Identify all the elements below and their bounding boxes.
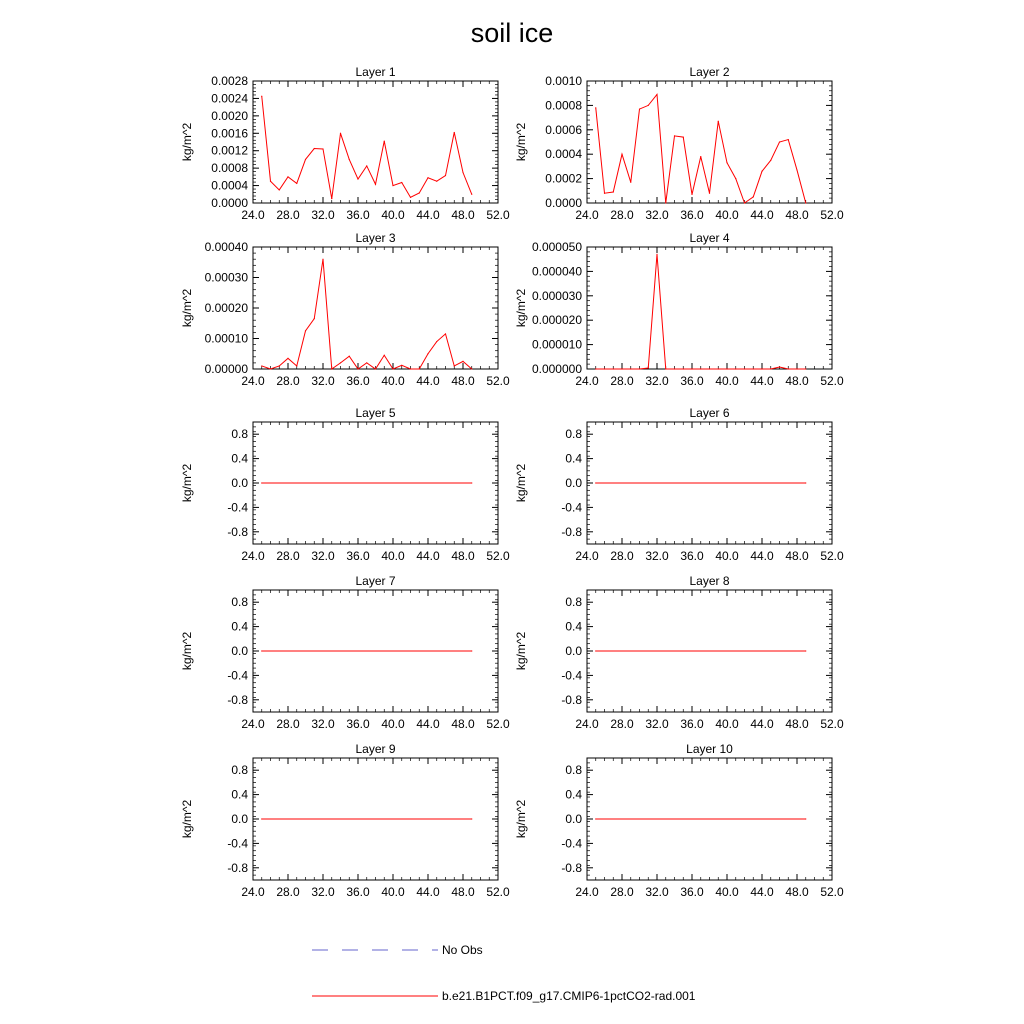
- x-tick-label: 32.0: [645, 374, 669, 388]
- series-line: [596, 94, 806, 203]
- data-point: [261, 96, 262, 97]
- y-tick-label: -0.8: [227, 860, 248, 875]
- figure-title: soil ice: [470, 18, 554, 48]
- y-tick-label: 0.0012: [211, 143, 248, 158]
- x-tick-label: 36.0: [346, 549, 370, 563]
- y-tick-label: 0.00020: [204, 301, 248, 315]
- y-tick-label: 0.0006: [545, 122, 582, 137]
- panel-layer-8: [514, 574, 844, 731]
- data-point: [691, 368, 692, 369]
- x-tick-label: 28.0: [276, 374, 300, 388]
- data-point: [471, 368, 472, 369]
- y-tick-label: -0.8: [561, 524, 582, 539]
- x-tick-label: 44.0: [750, 885, 774, 899]
- data-point: [709, 368, 710, 369]
- y-tick-label: -0.8: [561, 692, 582, 707]
- data-point: [761, 368, 762, 369]
- panel-title: Layer 1: [355, 65, 396, 79]
- x-tick-label: 32.0: [311, 717, 335, 731]
- data-point: [410, 197, 411, 198]
- x-tick-label: 52.0: [486, 717, 510, 731]
- data-point: [384, 355, 385, 356]
- x-tick-label: 48.0: [451, 549, 475, 563]
- plot-frame: [587, 81, 832, 203]
- data-point: [340, 133, 341, 134]
- data-point: [770, 160, 771, 161]
- panel-layer-10: [514, 742, 844, 899]
- y-tick-label: 0.0004: [211, 178, 248, 193]
- y-tick-label: 0.0010: [545, 74, 582, 88]
- x-tick-label: 40.0: [715, 208, 739, 222]
- x-tick-label: 40.0: [381, 549, 405, 563]
- panel-title: Layer 8: [689, 574, 730, 588]
- data-point: [366, 165, 367, 166]
- data-point: [630, 182, 631, 183]
- y-tick-label: 0.0: [565, 812, 582, 826]
- x-tick-label: 32.0: [645, 208, 669, 222]
- x-tick-label: 44.0: [416, 208, 440, 222]
- panel-layer-4: [514, 231, 844, 388]
- panel-title: Layer 7: [355, 574, 396, 588]
- data-point: [462, 172, 463, 173]
- y-axis-label: kg/m^2: [514, 799, 528, 839]
- data-point: [648, 367, 649, 368]
- data-point: [770, 368, 771, 369]
- y-tick-label: 0.0002: [545, 171, 582, 186]
- y-tick-label: 0.00030: [204, 270, 248, 285]
- data-point: [779, 141, 780, 142]
- x-tick-label: 48.0: [451, 208, 475, 222]
- y-tick-label: 0.000000: [531, 362, 582, 376]
- data-point: [656, 94, 657, 95]
- x-tick-label: 32.0: [645, 549, 669, 563]
- data-point: [261, 818, 262, 819]
- data-point: [454, 365, 455, 366]
- data-point: [674, 135, 675, 136]
- data-point: [753, 368, 754, 369]
- x-tick-label: 52.0: [820, 374, 844, 388]
- y-tick-label: -0.8: [561, 860, 582, 875]
- y-axis-label: kg/m^2: [180, 288, 194, 328]
- x-tick-label: 32.0: [311, 374, 335, 388]
- y-tick-label: -0.8: [227, 692, 248, 707]
- x-tick-label: 24.0: [575, 885, 599, 899]
- data-point: [788, 139, 789, 140]
- x-tick-label: 52.0: [820, 549, 844, 563]
- data-point: [805, 202, 806, 203]
- y-tick-label: 0.00010: [204, 331, 248, 346]
- x-tick-label: 24.0: [575, 374, 599, 388]
- y-tick-label: 0.0: [231, 644, 248, 658]
- y-tick-label: 0.00040: [204, 240, 248, 254]
- data-point: [427, 177, 428, 178]
- data-point: [261, 650, 262, 651]
- panel-layer-7: [180, 574, 510, 731]
- data-point: [270, 181, 271, 182]
- y-tick-label: 0.8: [231, 763, 248, 778]
- data-point: [639, 368, 640, 369]
- data-point: [419, 192, 420, 193]
- x-tick-label: 32.0: [311, 549, 335, 563]
- y-axis-label: kg/m^2: [180, 799, 194, 839]
- y-tick-label: 0.0: [565, 644, 582, 658]
- data-point: [639, 108, 640, 109]
- data-point: [375, 368, 376, 369]
- x-tick-label: 48.0: [451, 717, 475, 731]
- data-point: [375, 184, 376, 185]
- data-point: [471, 818, 472, 819]
- x-tick-label: 28.0: [610, 717, 634, 731]
- x-tick-label: 36.0: [680, 717, 704, 731]
- panels: [180, 65, 844, 899]
- data-point: [595, 482, 596, 483]
- y-tick-label: 0.4: [231, 451, 248, 466]
- x-tick-label: 52.0: [486, 208, 510, 222]
- panel-title: Layer 5: [355, 406, 396, 420]
- series-line: [262, 96, 472, 198]
- y-axis-label: kg/m^2: [180, 631, 194, 671]
- data-point: [700, 156, 701, 157]
- panel-layer-9: [180, 742, 510, 899]
- y-tick-label: 0.000010: [531, 337, 582, 352]
- data-point: [445, 175, 446, 176]
- data-point: [261, 365, 262, 366]
- data-point: [384, 141, 385, 142]
- data-point: [718, 121, 719, 122]
- x-tick-label: 36.0: [680, 208, 704, 222]
- x-tick-label: 28.0: [610, 885, 634, 899]
- x-tick-label: 24.0: [575, 549, 599, 563]
- data-point: [709, 193, 710, 194]
- data-point: [674, 368, 675, 369]
- data-point: [454, 132, 455, 133]
- data-point: [683, 368, 684, 369]
- x-tick-label: 28.0: [276, 717, 300, 731]
- y-tick-label: 0.0008: [211, 161, 248, 176]
- y-tick-label: 0.0: [231, 476, 248, 490]
- data-point: [595, 650, 596, 651]
- panel-title: Layer 9: [355, 742, 396, 756]
- data-point: [656, 254, 657, 255]
- x-tick-label: 40.0: [381, 717, 405, 731]
- x-tick-label: 28.0: [610, 549, 634, 563]
- data-point: [604, 368, 605, 369]
- y-tick-label: -0.4: [561, 668, 582, 683]
- y-tick-label: 0.0000: [545, 196, 582, 210]
- x-tick-label: 40.0: [715, 885, 739, 899]
- data-point: [287, 176, 288, 177]
- y-axis-label: kg/m^2: [514, 288, 528, 328]
- panel-layer-1: [180, 65, 510, 222]
- y-tick-label: 0.000020: [531, 313, 582, 328]
- data-point: [595, 818, 596, 819]
- x-tick-label: 24.0: [241, 885, 265, 899]
- y-tick-label: 0.8: [565, 763, 582, 778]
- data-point: [648, 105, 649, 106]
- y-tick-label: 0.8: [565, 595, 582, 610]
- x-tick-label: 24.0: [241, 208, 265, 222]
- y-tick-label: 0.0: [565, 476, 582, 490]
- x-tick-label: 44.0: [416, 374, 440, 388]
- y-tick-label: 0.0024: [211, 91, 248, 106]
- data-point: [726, 162, 727, 163]
- y-tick-label: 0.0008: [545, 98, 582, 113]
- x-tick-label: 40.0: [381, 885, 405, 899]
- data-point: [322, 259, 323, 260]
- x-tick-label: 28.0: [276, 208, 300, 222]
- data-point: [595, 107, 596, 108]
- data-point: [305, 330, 306, 331]
- data-point: [314, 318, 315, 319]
- x-tick-label: 48.0: [785, 885, 809, 899]
- series-line: [262, 259, 472, 369]
- x-tick-label: 24.0: [241, 374, 265, 388]
- x-tick-label: 24.0: [575, 717, 599, 731]
- data-point: [445, 333, 446, 334]
- data-point: [630, 368, 631, 369]
- y-axis-label: kg/m^2: [514, 463, 528, 503]
- data-point: [357, 368, 358, 369]
- data-point: [805, 650, 806, 651]
- x-tick-label: 40.0: [715, 549, 739, 563]
- y-tick-label: 0.0016: [211, 126, 248, 141]
- panel-layer-3: [180, 231, 510, 388]
- x-tick-label: 52.0: [820, 208, 844, 222]
- panel-title: Layer 10: [686, 742, 733, 756]
- data-point: [805, 482, 806, 483]
- x-tick-label: 32.0: [645, 717, 669, 731]
- y-tick-label: -0.4: [227, 836, 248, 851]
- data-point: [261, 482, 262, 483]
- y-axis-label: kg/m^2: [180, 463, 194, 503]
- data-point: [401, 365, 402, 366]
- x-tick-label: 28.0: [276, 549, 300, 563]
- data-point: [691, 194, 692, 195]
- x-tick-label: 24.0: [241, 717, 265, 731]
- legend-model-label: b.e21.B1PCT.f09_g17.CMIP6-1pctCO2-rad.001: [442, 989, 696, 1003]
- x-tick-label: 28.0: [610, 208, 634, 222]
- y-tick-label: 0.4: [565, 619, 582, 634]
- data-point: [779, 366, 780, 367]
- data-point: [595, 368, 596, 369]
- panel-layer-6: [514, 406, 844, 563]
- data-point: [471, 194, 472, 195]
- x-tick-label: 24.0: [575, 208, 599, 222]
- data-point: [366, 362, 367, 363]
- data-point: [349, 159, 350, 160]
- legend: [312, 943, 696, 1003]
- data-point: [331, 368, 332, 369]
- y-tick-label: -0.4: [227, 500, 248, 515]
- x-tick-label: 44.0: [750, 717, 774, 731]
- data-point: [788, 368, 789, 369]
- data-point: [735, 368, 736, 369]
- y-tick-label: -0.4: [561, 500, 582, 515]
- data-point: [427, 353, 428, 354]
- data-point: [279, 189, 280, 190]
- data-point: [471, 482, 472, 483]
- x-tick-label: 48.0: [785, 549, 809, 563]
- data-point: [410, 368, 411, 369]
- y-tick-label: 0.000030: [531, 288, 582, 303]
- data-point: [296, 365, 297, 366]
- data-point: [357, 178, 358, 179]
- x-tick-label: 40.0: [381, 374, 405, 388]
- x-tick-label: 52.0: [820, 717, 844, 731]
- data-point: [805, 368, 806, 369]
- data-point: [796, 169, 797, 170]
- data-point: [761, 171, 762, 172]
- x-tick-label: 52.0: [486, 549, 510, 563]
- data-point: [604, 193, 605, 194]
- x-tick-label: 40.0: [715, 717, 739, 731]
- y-tick-label: 0.00000: [204, 362, 248, 376]
- data-point: [726, 368, 727, 369]
- x-tick-label: 32.0: [311, 885, 335, 899]
- y-tick-label: 0.4: [565, 787, 582, 802]
- y-tick-label: 0.0004: [545, 147, 582, 162]
- data-point: [279, 365, 280, 366]
- x-tick-label: 44.0: [750, 208, 774, 222]
- data-point: [296, 183, 297, 184]
- data-point: [270, 368, 271, 369]
- y-tick-label: 0.4: [565, 451, 582, 466]
- data-point: [305, 159, 306, 160]
- y-tick-label: 0.8: [231, 427, 248, 442]
- y-axis-label: kg/m^2: [514, 122, 528, 162]
- data-point: [392, 185, 393, 186]
- panel-layer-2: [514, 65, 844, 222]
- x-tick-label: 28.0: [276, 885, 300, 899]
- legend-obs-label: No Obs: [442, 943, 483, 957]
- x-tick-label: 28.0: [610, 374, 634, 388]
- x-tick-label: 40.0: [381, 208, 405, 222]
- x-tick-label: 52.0: [486, 374, 510, 388]
- data-point: [621, 368, 622, 369]
- x-tick-label: 40.0: [715, 374, 739, 388]
- y-tick-label: 0.000050: [531, 240, 582, 254]
- y-tick-label: -0.8: [227, 524, 248, 539]
- data-point: [314, 148, 315, 149]
- data-point: [340, 362, 341, 363]
- data-point: [718, 368, 719, 369]
- y-tick-label: 0.8: [565, 427, 582, 442]
- y-axis-label: kg/m^2: [514, 631, 528, 671]
- panel-layer-5: [180, 406, 510, 563]
- x-tick-label: 36.0: [346, 885, 370, 899]
- data-point: [322, 148, 323, 149]
- x-tick-label: 48.0: [451, 374, 475, 388]
- y-tick-label: 0.0020: [211, 108, 248, 123]
- data-point: [392, 368, 393, 369]
- x-tick-label: 44.0: [750, 549, 774, 563]
- x-tick-label: 44.0: [416, 549, 440, 563]
- data-point: [471, 650, 472, 651]
- x-tick-label: 44.0: [416, 717, 440, 731]
- y-tick-label: 0.0000: [211, 196, 248, 210]
- y-tick-label: 0.000040: [531, 264, 582, 279]
- data-point: [613, 191, 614, 192]
- x-tick-label: 52.0: [486, 885, 510, 899]
- data-point: [613, 368, 614, 369]
- x-tick-label: 36.0: [346, 717, 370, 731]
- y-tick-label: 0.0: [231, 812, 248, 826]
- data-point: [349, 356, 350, 357]
- data-point: [683, 137, 684, 138]
- data-point: [805, 818, 806, 819]
- x-tick-label: 36.0: [346, 208, 370, 222]
- x-tick-label: 48.0: [451, 885, 475, 899]
- data-point: [287, 358, 288, 359]
- series-line: [596, 254, 806, 369]
- data-point: [665, 202, 666, 203]
- data-point: [462, 361, 463, 362]
- x-tick-label: 44.0: [416, 885, 440, 899]
- y-tick-label: 0.0028: [211, 74, 248, 88]
- data-point: [401, 182, 402, 183]
- x-tick-label: 32.0: [311, 208, 335, 222]
- data-point: [753, 196, 754, 197]
- y-tick-label: -0.4: [227, 668, 248, 683]
- x-tick-label: 52.0: [820, 885, 844, 899]
- y-tick-label: 0.4: [231, 787, 248, 802]
- y-tick-label: 0.8: [231, 595, 248, 610]
- data-point: [331, 198, 332, 199]
- plot-frame: [253, 247, 498, 369]
- x-tick-label: 36.0: [680, 549, 704, 563]
- data-point: [700, 368, 701, 369]
- data-point: [436, 181, 437, 182]
- data-point: [735, 178, 736, 179]
- plot-frame: [587, 247, 832, 369]
- x-tick-label: 36.0: [680, 374, 704, 388]
- y-axis-label: kg/m^2: [180, 122, 194, 162]
- x-tick-label: 36.0: [680, 885, 704, 899]
- panel-title: Layer 6: [689, 406, 730, 420]
- x-tick-label: 48.0: [785, 208, 809, 222]
- data-point: [419, 368, 420, 369]
- panel-title: Layer 2: [689, 65, 730, 79]
- panel-title: Layer 3: [355, 231, 396, 245]
- y-tick-label: 0.4: [231, 619, 248, 634]
- y-tick-label: -0.4: [561, 836, 582, 851]
- data-point: [665, 368, 666, 369]
- x-tick-label: 44.0: [750, 374, 774, 388]
- data-point: [621, 154, 622, 155]
- x-tick-label: 48.0: [785, 717, 809, 731]
- data-point: [436, 341, 437, 342]
- data-point: [744, 368, 745, 369]
- x-tick-label: 32.0: [645, 885, 669, 899]
- data-point: [796, 368, 797, 369]
- x-tick-label: 24.0: [241, 549, 265, 563]
- data-point: [744, 202, 745, 203]
- x-tick-label: 36.0: [346, 374, 370, 388]
- panel-title: Layer 4: [689, 231, 730, 245]
- x-tick-label: 48.0: [785, 374, 809, 388]
